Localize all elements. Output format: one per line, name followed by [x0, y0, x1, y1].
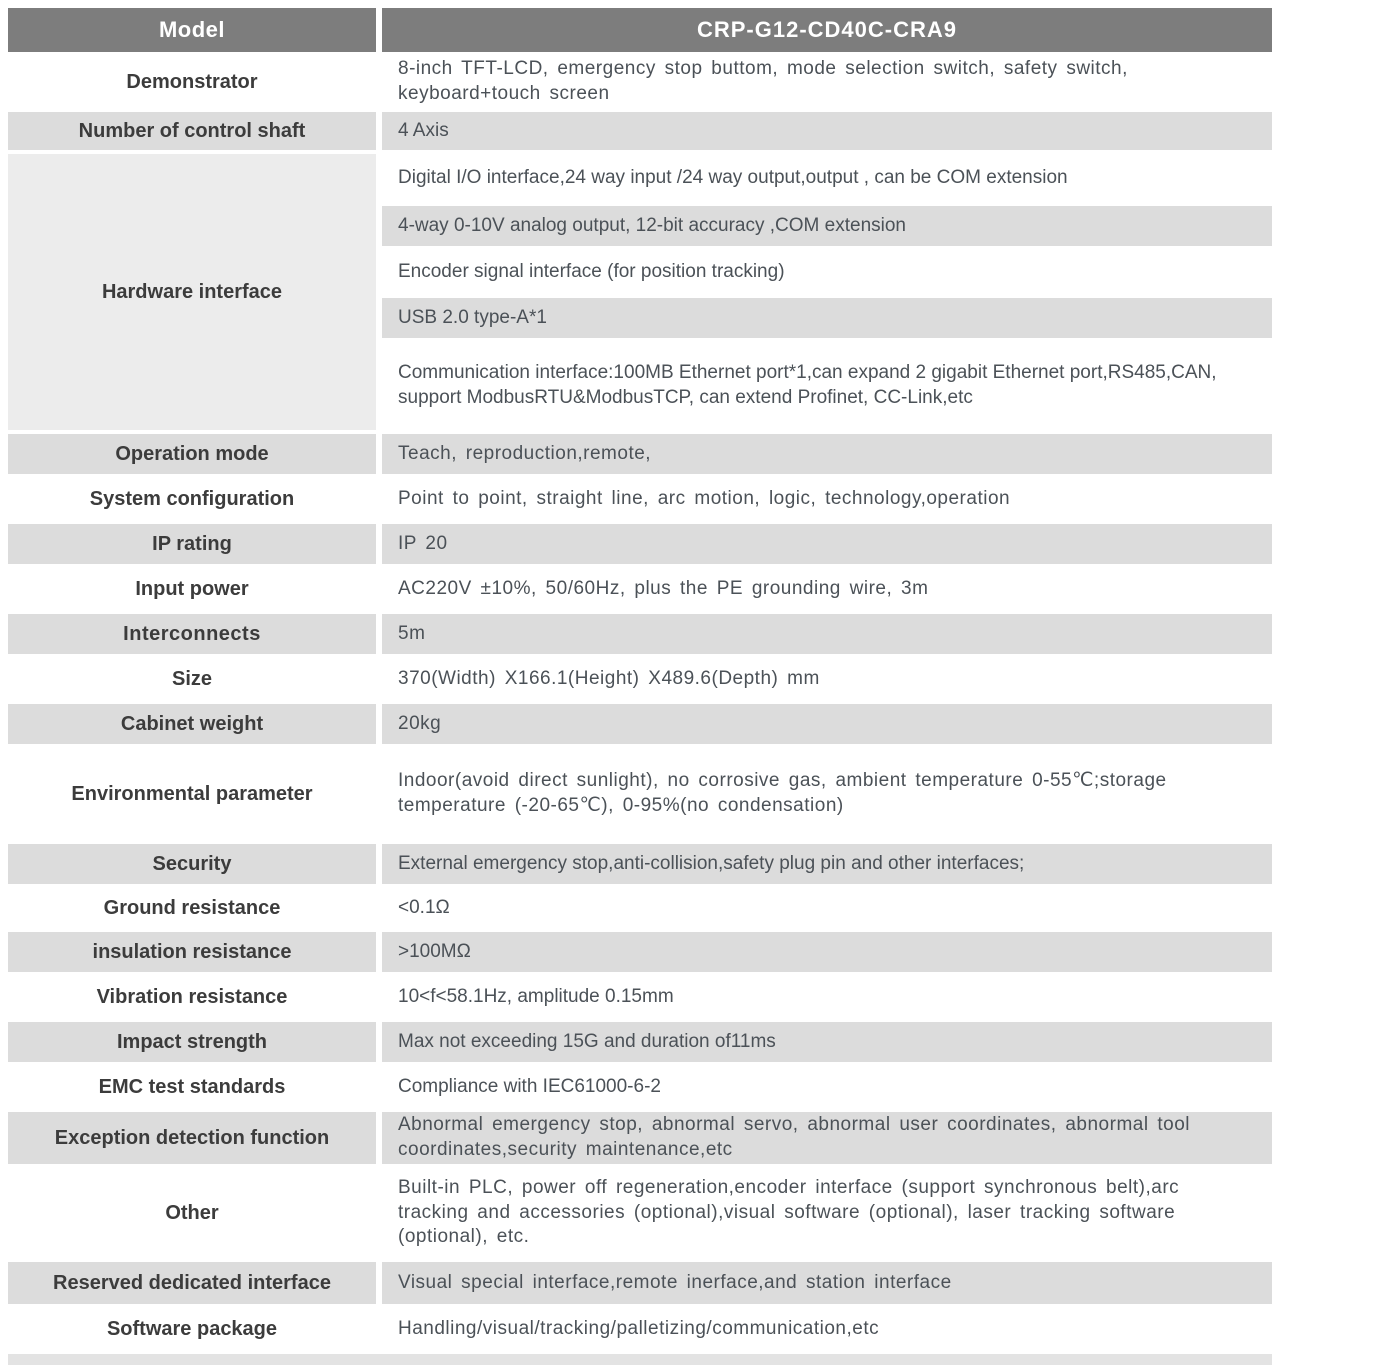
row-operation-mode: [8, 434, 1272, 474]
row-label-vibration-resistance: Vibration resistance: [8, 976, 376, 1018]
row-ip-rating: [8, 524, 1272, 564]
row-security: [8, 844, 1272, 884]
hw-subrow-usb: USB 2.0 type-A*1: [382, 298, 1272, 338]
row-ground-resistance: [8, 888, 1272, 928]
hw-subrow-analog-output: 4-way 0-10V analog output, 12-bit accuracy ,COM extension: [382, 206, 1272, 246]
spec-table: [8, 8, 1272, 1365]
row-software-package: [8, 1308, 1272, 1350]
hw-subrow-digital-io: Digital I/O interface,24 way input /24 way output,output , can be COM extension: [382, 154, 1272, 202]
row-interconnects: [8, 614, 1272, 654]
row-value-exception-detection-function: Abnormal emergency stop, abnormal servo, abnormal user coordinates, abnormal tool coordinates,security maintenance,etc: [382, 1112, 1272, 1164]
row-cabinet-weight: [8, 704, 1272, 744]
table-bottom-strip: [8, 1354, 1272, 1365]
row-label-ground-resistance: Ground resistance: [8, 888, 376, 928]
hw-subrow-communication: Communication interface:100MB Ethernet port*1,can expand 2 gigabit Ethernet port,RS485,CAN, support ModbusRTU&ModbusTCP, can extend Profinet, CC-Link,etc: [382, 342, 1272, 430]
row-demonstrator: [8, 56, 1272, 108]
row-label-demonstrator: Demonstrator: [8, 56, 376, 108]
row-value-ip-rating: IP 20: [382, 524, 1272, 564]
row-label-interconnects: Interconnects: [8, 614, 376, 654]
row-value-input-power: AC220V ±10%, 50/60Hz, plus the PE grounding wire, 3m: [382, 568, 1272, 610]
row-label-hardware-interface: Hardware interface: [8, 154, 376, 430]
row-value-reserved-dedicated-interface: Visual special interface,remote inerface,and station interface: [382, 1262, 1272, 1304]
row-value-impact-strength: Max not exceeding 15G and duration of11ms: [382, 1022, 1272, 1062]
row-label-reserved-dedicated-interface: Reserved dedicated interface: [8, 1262, 376, 1304]
row-value-software-package: Handling/visual/tracking/palletizing/communication,etc: [382, 1308, 1272, 1350]
header-model-label: Model: [8, 8, 376, 52]
row-insulation-resistance: [8, 932, 1272, 972]
row-label-impact-strength: Impact strength: [8, 1022, 376, 1062]
header-model-value: CRP-G12-CD40C-CRA9: [382, 8, 1272, 52]
row-hardware-interface: [8, 154, 1272, 430]
row-value-vibration-resistance: 10<f<58.1Hz, amplitude 0.15mm: [382, 976, 1272, 1018]
row-value-number-of-control-shaft: 4 Axis: [382, 112, 1272, 150]
row-label-operation-mode: Operation mode: [8, 434, 376, 474]
row-number-of-control-shaft: [8, 112, 1272, 150]
row-value-environmental-parameter: Indoor(avoid direct sunlight), no corrosive gas, ambient temperature 0-55℃;storage temperature (-20-65℃), 0-95%(no condensation): [382, 748, 1272, 840]
header-row: [8, 8, 1272, 52]
row-size: [8, 658, 1272, 700]
row-emc-test-standards: [8, 1066, 1272, 1108]
row-value-security: External emergency stop,anti-collision,safety plug pin and other interfaces;: [382, 844, 1272, 884]
row-impact-strength: [8, 1022, 1272, 1062]
row-value-demonstrator: 8-inch TFT-LCD, emergency stop buttom, mode selection switch, safety switch, keyboard+touch screen: [382, 56, 1272, 108]
row-reserved-dedicated-interface: [8, 1262, 1272, 1304]
row-label-input-power: Input power: [8, 568, 376, 610]
row-label-ip-rating: IP rating: [8, 524, 376, 564]
row-value-ground-resistance: <0.1Ω: [382, 888, 1272, 928]
row-value-interconnects: 5m: [382, 614, 1272, 654]
row-exception-detection-function: [8, 1112, 1272, 1164]
row-label-other: Other: [8, 1168, 376, 1258]
row-value-system-configuration: Point to point, straight line, arc motion, logic, technology,operation: [382, 478, 1272, 520]
row-label-size: Size: [8, 658, 376, 700]
row-value-size: 370(Width) X166.1(Height) X489.6(Depth) mm: [382, 658, 1272, 700]
row-label-emc-test-standards: EMC test standards: [8, 1066, 376, 1108]
row-vibration-resistance: [8, 976, 1272, 1018]
row-value-insulation-resistance: >100MΩ: [382, 932, 1272, 972]
row-label-system-configuration: System configuration: [8, 478, 376, 520]
row-label-exception-detection-function: Exception detection function: [8, 1112, 376, 1164]
row-label-number-of-control-shaft: Number of control shaft: [8, 112, 376, 150]
row-value-cabinet-weight: 20kg: [382, 704, 1272, 744]
row-value-emc-test-standards: Compliance with IEC61000-6-2: [382, 1066, 1272, 1108]
row-value-other: Built-in PLC, power off regeneration,encoder interface (support synchronous belt),arc tracking and accessories (optional),visual software (optional), laser tracking software (optional), etc.: [382, 1168, 1272, 1258]
row-environmental-parameter: [8, 748, 1272, 840]
row-label-insulation-resistance: insulation resistance: [8, 932, 376, 972]
row-label-software-package: Software package: [8, 1308, 376, 1350]
row-label-security: Security: [8, 844, 376, 884]
row-system-configuration: [8, 478, 1272, 520]
row-label-environmental-parameter: Environmental parameter: [8, 748, 376, 840]
hw-subrow-encoder: Encoder signal interface (for position tracking): [382, 250, 1272, 294]
row-input-power: [8, 568, 1272, 610]
row-other: [8, 1168, 1272, 1258]
hardware-subrows: [382, 154, 1272, 430]
row-value-operation-mode: Teach, reproduction,remote,: [382, 434, 1272, 474]
row-label-cabinet-weight: Cabinet weight: [8, 704, 376, 744]
